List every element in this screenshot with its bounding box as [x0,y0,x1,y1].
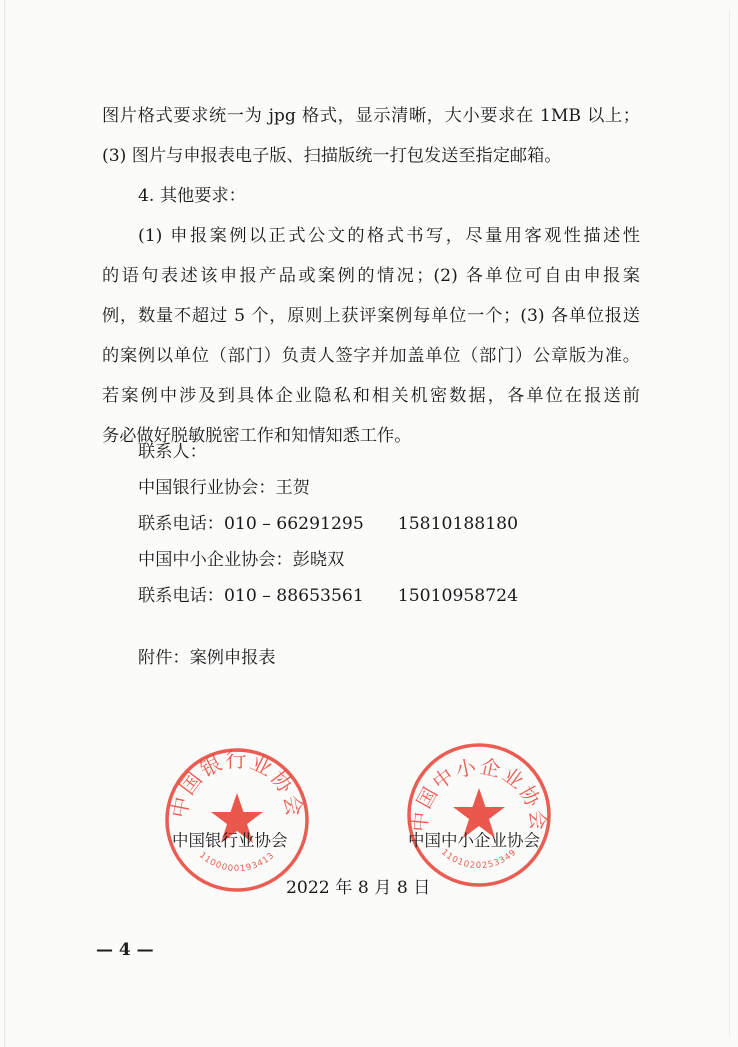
body-line: (3) 图片与申报表电子版、扫描版统一打包发送至指定邮箱。 [102,146,562,166]
mobile-number: 15810188180 [397,514,519,534]
contact-org-1: 中国银行业协会：王贺 [138,478,310,498]
body-line: 的案例以单位（部门）负责人签字并加盖单位（部门）公章版为准。 [102,346,640,366]
document-date: 2022 年 8 月 8 日 [286,878,431,898]
body-line: 图片格式要求统一为 jpg 格式，显示清晰，大小要求在 1MB 以上； [102,106,640,126]
section-heading: 4. 其他要求： [138,186,246,206]
contact-heading: 联系人： [138,442,207,462]
contact-block [138,434,658,614]
page-number: — 4 — [96,940,154,960]
page-edge [4,0,5,1047]
phone-number: 010 – 88653561 [223,586,364,606]
phone-label: 联系电话： [138,514,224,534]
signatory-right: 中国中小企业协会 [408,831,540,850]
page-edge [729,10,730,1037]
body-line: 务必做好脱敏脱密工作和知情知悉工作。 [102,426,412,446]
body-line: 的语句表述该申报产品或案例的情况；(2) 各单位可自由申报案 [102,266,640,286]
official-seal-right [404,740,554,890]
phone-label: 联系电话： [138,586,224,606]
contact-phone-row-2 [138,578,658,614]
body-line: 若案例中涉及到具体企业隐私和相关机密数据，各单位在报送前 [102,386,640,406]
svg-text:1101020253349: 1101020253349 [439,847,519,872]
phone-number: 010 – 66291295 [223,514,364,534]
attachment-line: 附件：案例申报表 [138,648,276,668]
body-line: 例，数量不超过 5 个，原则上获评案例每单位一个；(3) 各单位报送 [102,306,640,326]
body-line: (1) 申报案例以正式公文的格式书写，尽量用客观性描述性 [138,226,640,246]
contact-phone-row-1 [138,506,658,542]
official-seal-left [162,745,312,895]
mobile-number: 15010958724 [397,586,519,606]
svg-text:中国中小企业协会: 中国中小企业协会 [407,754,551,833]
seal-left-graphic [162,745,312,895]
svg-text:中国银行业协会: 中国银行业协会 [167,748,307,820]
svg-text:1100000193413: 1100000193413 [197,850,277,875]
seal-right-graphic [404,740,554,890]
signatory-left: 中国银行业协会 [172,831,288,850]
body-paragraphs [102,96,640,456]
contact-org-2: 中国中小企业协会：彭晓双 [138,550,345,570]
